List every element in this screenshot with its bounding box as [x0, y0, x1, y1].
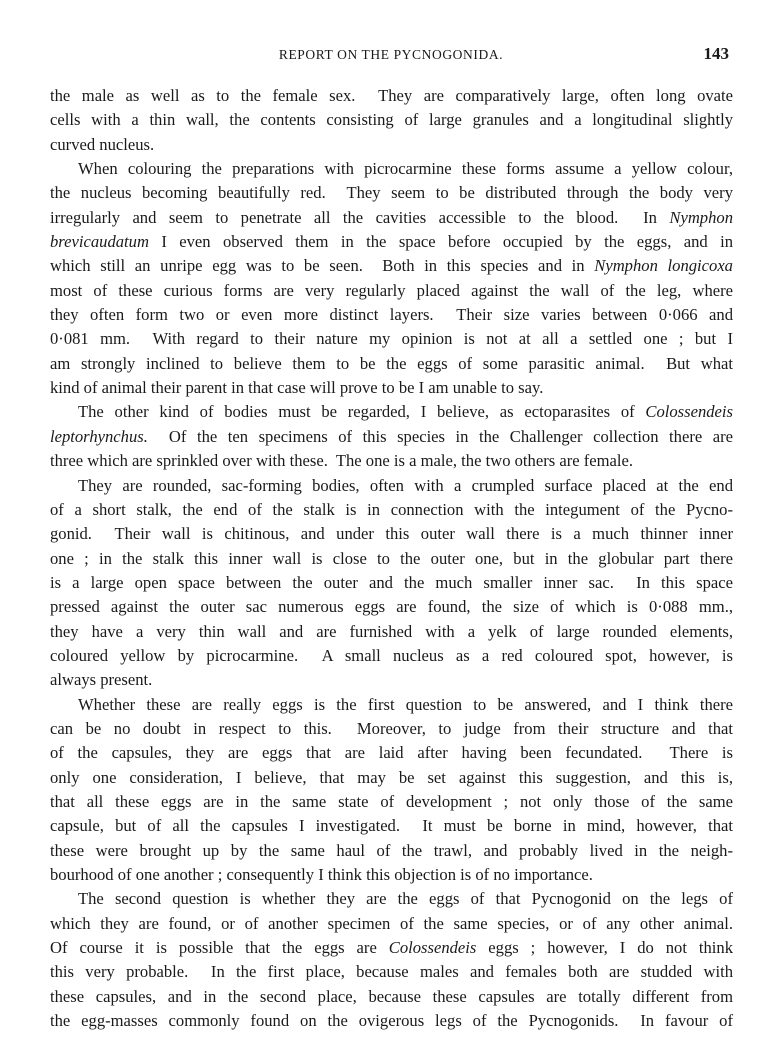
italic-species-name: Nymphon longicoxa: [594, 256, 733, 276]
text-line: [50, 912, 733, 936]
text-line: [50, 400, 733, 424]
line-text: 0·081 mm. With regard to their nature my opinion is not at all a settled one ; but I: [50, 329, 733, 349]
line-text: irregularly and seem to penetrate all the cavities accessible to the blood. In: [50, 207, 670, 227]
line-text: eggs ; however, I do not think: [476, 938, 733, 958]
line-text: they have a very thin wall and are furnished with a yelk of large rounded elements,: [50, 621, 733, 641]
text-line: [50, 936, 733, 960]
text-line: [50, 157, 733, 181]
line-text: capsule, but of all the capsules I investigated. It must be borne in mind, however, that: [50, 816, 733, 836]
line-text: always present.: [50, 670, 153, 690]
text-line: [50, 960, 733, 984]
text-line: [50, 279, 733, 303]
text-line: [50, 230, 733, 254]
text-line: [50, 133, 733, 157]
text-line: [50, 108, 733, 132]
page-number: 143: [703, 44, 729, 63]
line-text: kind of animal their parent in that case will prove to be I am unable to say.: [50, 378, 544, 398]
line-text: can be no doubt in respect to this. Moreover, to judge from their structure and that: [50, 718, 733, 738]
line-text: which they are found, or of another specimen of the same species, or of any other animal.: [50, 913, 733, 933]
line-text: of a short stalk, the end of the stalk is in connection with the integument of the Pycno-: [50, 499, 733, 519]
line-text: bourhood of one another ; consequently I think this objection is of no importance.: [50, 865, 593, 884]
line-text: this very probable. In the first place, because males and females both are studded with: [50, 962, 733, 982]
text-line: [50, 571, 733, 595]
text-line: [50, 887, 733, 911]
line-text: They are rounded, sac-forming bodies, often with a crumpled surface placed at the end: [78, 475, 733, 495]
line-text: The second question is whether they are the eggs of that Pycnogonid on the legs of: [78, 889, 733, 909]
text-line: [50, 449, 733, 473]
line-text: three which are sprinkled over with these. The one is a male, the two others are female.: [50, 451, 634, 471]
text-line: [50, 303, 733, 327]
text-line: [50, 717, 733, 741]
text-line: [50, 376, 733, 400]
italic-species-name: Nymphon: [669, 207, 733, 227]
line-text: these were brought up by the same haul of the trawl, and probably lived in the neigh-: [50, 840, 733, 860]
text-line: [50, 766, 733, 790]
text-line: [50, 254, 733, 278]
text-line: [50, 352, 733, 376]
text-line: [50, 84, 733, 108]
italic-species-name: leptorhynchus.: [50, 426, 148, 446]
italic-species-name: brevicaudatum: [50, 232, 149, 252]
line-text: they often form two or even more distinct layers. Their size varies between 0·066 and: [50, 305, 733, 325]
line-text: am strongly inclined to believe them to be the eggs of some parasitic animal. But what: [50, 353, 733, 373]
text-line: [50, 693, 733, 717]
line-text: the male as well as to the female sex. They are comparatively large, often long ovate: [50, 86, 733, 105]
text-line: [50, 668, 733, 692]
text-line: [50, 814, 733, 838]
body-text: [50, 84, 733, 1033]
line-text: the nucleus becoming beautifully red. They seem to be distributed through the body very: [50, 183, 733, 203]
line-text: The other kind of bodies must be regarded, I believe, as ectoparasites of: [78, 402, 646, 422]
text-line: [50, 547, 733, 571]
line-text: of the capsules, they are eggs that are laid after having been fecundated. There is: [50, 743, 733, 763]
line-text: coloured yellow by picrocarmine. A small nucleus as a red coloured spot, however, is: [50, 645, 733, 665]
text-line: [50, 741, 733, 765]
text-line: [50, 425, 733, 449]
line-text: gonid. Their wall is chitinous, and under this outer wall there is a much thinner inner: [50, 524, 733, 544]
line-text: cells with a thin wall, the contents consisting of large granules and a longitudinal slightly: [50, 110, 733, 130]
line-text: Of course it is possible that the eggs are: [50, 938, 389, 958]
running-title: REPORT ON THE PYCNOGONIDA.: [278, 47, 504, 62]
running-header: [50, 43, 732, 65]
line-text: most of these curious forms are very regularly placed against the wall of the leg, where: [50, 280, 733, 300]
line-text: Whether these are really eggs is the first question to be answered, and I think there: [78, 694, 733, 714]
line-text: curved nucleus.: [50, 134, 155, 154]
text-line: [50, 644, 733, 668]
line-text: only one consideration, I believe, that may be set against this suggestion, and this is,: [50, 767, 733, 787]
italic-species-name: Colossendeis: [645, 402, 733, 422]
text-line: [50, 1009, 733, 1033]
text-line: [50, 620, 733, 644]
text-line: [50, 595, 733, 619]
line-text: one ; in the stalk this inner wall is close to the outer one, but in the globular part there: [50, 548, 733, 568]
text-line: [50, 522, 733, 546]
text-line: [50, 790, 733, 814]
text-line: [50, 839, 733, 863]
line-text: Of the ten specimens of this species in the Challenger collection there are: [147, 426, 733, 446]
text-line: [50, 181, 733, 205]
line-text: these capsules, and in the second place, because these capsules are totally different from: [50, 986, 733, 1006]
line-text: I even observed them in the space before occupied by the eggs, and in: [148, 232, 733, 252]
line-text: which still an unripe egg was to be seen. Both in this species and in: [50, 256, 595, 276]
text-line: [50, 206, 733, 230]
text-line: [50, 863, 733, 887]
text-line: [50, 985, 733, 1009]
text-line: [50, 474, 733, 498]
text-line: [50, 498, 733, 522]
text-line: [50, 327, 733, 351]
line-text: that all these eggs are in the same state of development ; not only those of the same: [50, 791, 733, 811]
line-text: the egg-masses commonly found on the ovigerous legs of the Pycnogonids. In favour of: [50, 1011, 733, 1031]
line-text: When colouring the preparations with picrocarmine these forms assume a yellow colour,: [78, 159, 733, 179]
line-text: pressed against the outer sac numerous eggs are found, the size of which is 0·088 mm.,: [50, 597, 733, 617]
italic-species-name: Colossendeis: [388, 938, 477, 958]
line-text: is a large open space between the outer and the much smaller inner sac. In this space: [50, 572, 733, 592]
